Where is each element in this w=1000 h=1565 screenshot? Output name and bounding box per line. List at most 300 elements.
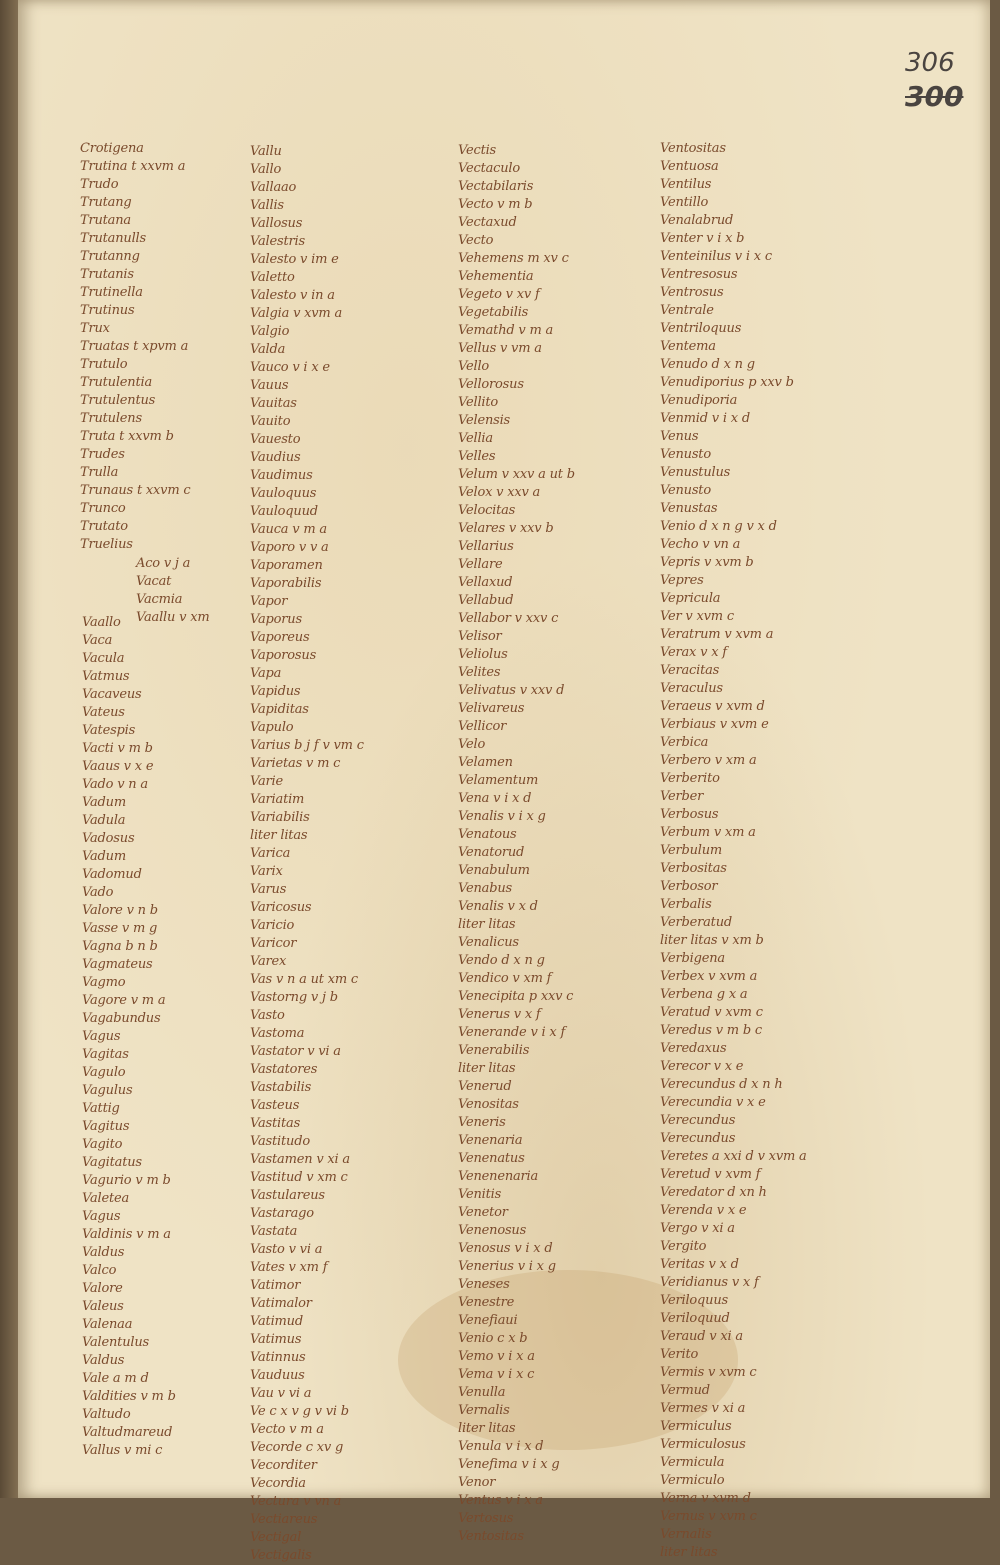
entry-word: Trutanng: [80, 249, 140, 264]
entry-word: Vagitus: [82, 1119, 130, 1134]
entry-word: Varie: [250, 774, 284, 789]
entry-word: Vagus: [82, 1029, 121, 1044]
entry-word: Vaporabilis: [250, 576, 322, 591]
entry-word: Verberatud: [660, 915, 733, 930]
entry-word: Vermud: [660, 1383, 710, 1398]
entry-word: Venteinilus v i x c: [660, 249, 772, 264]
entry-word: Vermis v xvm c: [660, 1365, 757, 1380]
entry-word: Venulla: [458, 1385, 506, 1400]
entry-word: Varus: [250, 882, 287, 897]
entry-word: Crotigena: [80, 141, 144, 156]
entry-word: Vaallo: [82, 615, 121, 630]
entry-word: Trutulentia: [80, 375, 153, 390]
entry-word: Vertosus: [458, 1511, 514, 1526]
entry-word: Velles: [458, 449, 496, 464]
entry-word: Vapa: [250, 666, 282, 681]
entry-word: Valore: [82, 1281, 123, 1296]
entry-word: Veretud v xvm f: [660, 1167, 761, 1182]
entry-word: Vecto v m b: [458, 197, 533, 212]
entry-word: Vacaveus: [82, 687, 142, 702]
entry-word: Vectaculo: [458, 161, 520, 176]
entry-word: Velamentum: [458, 773, 539, 788]
entry-word: Verna v xvm d: [660, 1491, 751, 1506]
entry-word: Veriloquus: [660, 1293, 728, 1308]
entry-word: Vado v n a: [82, 777, 148, 792]
entry-word: Vatimalor: [250, 1296, 312, 1311]
entry-word: Vatinnus: [250, 1350, 306, 1365]
entry-word: Vectura v vn a: [250, 1494, 342, 1509]
entry-word: Vegetabilis: [458, 305, 529, 320]
entry-word: Ventus v i x a: [458, 1493, 543, 1508]
entry-word: Veneses: [458, 1277, 510, 1292]
entry-word: Vagurio v m b: [82, 1173, 171, 1188]
entry-word: Venus: [660, 429, 699, 444]
entry-word: Trutana: [80, 213, 131, 228]
entry-word: Vatmus: [82, 669, 130, 684]
entry-word: Vauitas: [250, 396, 297, 411]
entry-word: Vaudius: [250, 450, 301, 465]
entry-word: Valco: [82, 1263, 117, 1278]
entry-word: Trutulens: [80, 411, 142, 426]
entry-word: Ventositas: [660, 141, 726, 156]
entry-word: Vellabud: [458, 593, 514, 608]
entry-word: Valetto: [250, 270, 295, 285]
entry-word: Varex: [250, 954, 287, 969]
entry-word: Vastulareus: [250, 1188, 325, 1203]
entry-word: Vagitas: [82, 1047, 129, 1062]
entry-word: Vellito: [458, 395, 499, 410]
entry-word: Venestre: [458, 1295, 515, 1310]
entry-word: Aco v j a: [136, 556, 191, 571]
entry-word: Vastorng v j b: [250, 990, 338, 1005]
entry-word: Velamen: [458, 755, 513, 770]
entry-word: Vegeto v xv f: [458, 287, 540, 302]
entry-word: Vepricula: [660, 591, 721, 606]
entry-word: Verbulum: [660, 843, 723, 858]
entry-word: liter litas: [458, 917, 516, 932]
entry-word: Vatimus: [250, 1332, 302, 1347]
entry-word: Vema v i x c: [458, 1367, 535, 1382]
entry-word: Venitis: [458, 1187, 502, 1202]
entry-word: Vagabundus: [82, 1011, 161, 1026]
entry-word: Vehemens m xv c: [458, 251, 569, 266]
entry-word: Vates v xm f: [250, 1260, 328, 1275]
entry-word: Vaporosus: [250, 648, 317, 663]
entry-word: Vecorditer: [250, 1458, 317, 1473]
entry-word: Venatorud: [458, 845, 525, 860]
entry-word: Vatimud: [250, 1314, 303, 1329]
entry-word: Vecordia: [250, 1476, 306, 1491]
entry-word: Venustas: [660, 501, 718, 516]
entry-word: Ventema: [660, 339, 716, 354]
entry-word: Verbex v xvm a: [660, 969, 758, 984]
entry-word: Venio d x n g v x d: [660, 519, 777, 534]
entry-word: Truta t xxvm b: [80, 429, 174, 444]
entry-word: Ventilus: [660, 177, 712, 192]
entry-word: Vaallu v xm: [136, 610, 210, 625]
entry-word: Verbalis: [660, 897, 712, 912]
entry-word: Vallu: [250, 144, 282, 159]
entry-word: Venustulus: [660, 465, 731, 480]
entry-word: Vepres: [660, 573, 704, 588]
entry-word: Vastabilis: [250, 1080, 312, 1095]
entry-word: Vagito: [82, 1137, 123, 1152]
entry-word: Vectis: [458, 143, 497, 158]
entry-word: Vagulus: [82, 1083, 133, 1098]
entry-word: Venula v i x d: [458, 1439, 544, 1454]
entry-word: Venenatus: [458, 1151, 525, 1166]
entry-word: Velo: [458, 737, 486, 752]
entry-word: Venudiporius p xxv b: [660, 375, 794, 390]
entry-word: Vateus: [82, 705, 125, 720]
entry-word: Venerius v i x g: [458, 1259, 556, 1274]
entry-word: Velocitas: [458, 503, 516, 518]
entry-word: Vellare: [458, 557, 503, 572]
entry-word: Ventrale: [660, 303, 714, 318]
entry-word: Trutato: [80, 519, 128, 534]
entry-word: Vauca v m a: [250, 522, 327, 537]
entry-word: Ventrosus: [660, 285, 724, 300]
entry-word: Vello: [458, 359, 490, 374]
entry-word: liter litas: [660, 1545, 718, 1560]
entry-word: Vastarago: [250, 1206, 314, 1221]
entry-word: Vellus v vm a: [458, 341, 542, 356]
entry-word: Vellabor v xxv c: [458, 611, 559, 626]
entry-word: Venerande v i x f: [458, 1025, 566, 1040]
entry-word: Vaporo v v a: [250, 540, 329, 555]
column-2: [250, 143, 364, 1565]
entry-word: Venalabrud: [660, 213, 734, 228]
entry-word: Vaaus v x e: [82, 759, 154, 774]
entry-word: Venecipita p xxv c: [458, 989, 574, 1004]
entry-word: Vellorosus: [458, 377, 524, 392]
entry-word: Venerud: [458, 1079, 512, 1094]
entry-word: Vadum: [82, 849, 126, 864]
entry-word: Valesto v im e: [250, 252, 339, 267]
entry-word: Vallus v mi c: [82, 1443, 163, 1458]
entry-word: Vastoma: [250, 1026, 305, 1041]
entry-word: Vemo v i x a: [458, 1349, 535, 1364]
entry-word: Venabus: [458, 881, 512, 896]
entry-word: Vacula: [82, 651, 125, 666]
entry-word: Veneris: [458, 1115, 506, 1130]
entry-word: Venerus v x f: [458, 1007, 541, 1022]
entry-word: Verbigena: [660, 951, 725, 966]
entry-word: Vas v n a ut xm c: [250, 972, 359, 987]
entry-word: Varietas v m c: [250, 756, 341, 771]
entry-word: Venusto: [660, 483, 711, 498]
entry-word: Trutinella: [80, 285, 143, 300]
entry-word: Vapidus: [250, 684, 301, 699]
entry-word: Verbiaus v xvm e: [660, 717, 769, 732]
entry-word: Venatous: [458, 827, 517, 842]
entry-word: Veriloquud: [660, 1311, 730, 1326]
entry-word: Trudes: [80, 447, 125, 462]
entry-word: Trutulentus: [80, 393, 156, 408]
entry-word: Vallaao: [250, 180, 297, 195]
entry-word: Velensis: [458, 413, 511, 428]
entry-word: Ventriloquus: [660, 321, 742, 336]
entry-word: Verber: [660, 789, 704, 804]
entry-word: Veratud v xvm c: [660, 1005, 763, 1020]
entry-word: Venenosus: [458, 1223, 527, 1238]
entry-word: Vauito: [250, 414, 291, 429]
entry-word: Verbena g x a: [660, 987, 748, 1002]
entry-word: Vagna b n b: [82, 939, 158, 954]
entry-word: Verax v x f: [660, 645, 727, 660]
entry-word: Vasto: [250, 1008, 285, 1023]
entry-word: Vectaxud: [458, 215, 517, 230]
folio-number: 306: [905, 48, 955, 78]
entry-word: Ventuosa: [660, 159, 719, 174]
entry-word: Vellarius: [458, 539, 514, 554]
entry-word: Varicio: [250, 918, 295, 933]
entry-word: Vergito: [660, 1239, 707, 1254]
entry-word: Vauus: [250, 378, 289, 393]
entry-word: Verbica: [660, 735, 709, 750]
entry-word: Verbositas: [660, 861, 727, 876]
entry-word: Variatim: [250, 792, 305, 807]
entry-word: Veredator d xn h: [660, 1185, 767, 1200]
entry-word: Vadosus: [82, 831, 135, 846]
entry-word: Vauduus: [250, 1368, 305, 1383]
entry-word: Venalicus: [458, 935, 519, 950]
entry-word: Valdities v m b: [82, 1389, 176, 1404]
entry-word: Vendico v xm f: [458, 971, 552, 986]
entry-word: Vellicor: [458, 719, 507, 734]
entry-word: Vagmateus: [82, 957, 153, 972]
entry-word: Verberito: [660, 771, 720, 786]
entry-word: Varix: [250, 864, 283, 879]
entry-word: liter litas: [458, 1061, 516, 1076]
entry-word: Vermiculo: [660, 1473, 725, 1488]
entry-word: Vena v i x d: [458, 791, 532, 806]
entry-word: Trulla: [80, 465, 119, 480]
entry-word: Velisor: [458, 629, 502, 644]
entry-word: Truatas t xpvm a: [80, 339, 189, 354]
entry-word: Vauesto: [250, 432, 301, 447]
column-1-top: [80, 140, 190, 554]
entry-word: Ve c x v g v vi b: [250, 1404, 349, 1419]
entry-word: Veredaxus: [660, 1041, 727, 1056]
entry-word: Venudiporia: [660, 393, 738, 408]
entry-word: Venalis v x d: [458, 899, 538, 914]
entry-word: Valetea: [82, 1191, 130, 1206]
entry-word: Vapulo: [250, 720, 294, 735]
entry-word: Venmid v i x d: [660, 411, 750, 426]
entry-word: Trutinus: [80, 303, 135, 318]
entry-word: Vecorde c xv g: [250, 1440, 344, 1455]
entry-word: Venerabilis: [458, 1043, 530, 1058]
entry-word: Vaca: [82, 633, 113, 648]
entry-word: Venetor: [458, 1205, 508, 1220]
entry-word: Vergo v xi a: [660, 1221, 735, 1236]
entry-word: Verecundia v x e: [660, 1095, 766, 1110]
entry-word: Verenda v x e: [660, 1203, 747, 1218]
column-4: [660, 140, 807, 1562]
entry-word: Valesto v in a: [250, 288, 335, 303]
entry-word: Ventositas: [458, 1529, 524, 1544]
entry-word: Vauloquud: [250, 504, 318, 519]
entry-word: Valgio: [250, 324, 290, 339]
entry-word: Veraculus: [660, 681, 723, 696]
entry-word: Vagmo: [82, 975, 126, 990]
entry-word: Verecundus: [660, 1113, 736, 1128]
entry-word: Venalis v i x g: [458, 809, 546, 824]
entry-word: Trux: [80, 321, 110, 336]
entry-word: Vasto v vi a: [250, 1242, 323, 1257]
entry-word: Velum v xxv a ut b: [458, 467, 575, 482]
entry-word: Vehementia: [458, 269, 534, 284]
entry-word: Vasse v m g: [82, 921, 158, 936]
entry-word: Valeus: [82, 1299, 124, 1314]
entry-word: Trutanulls: [80, 231, 146, 246]
entry-word: Venabulum: [458, 863, 530, 878]
entry-word: Vallo: [250, 162, 282, 177]
entry-word: Truelius: [80, 537, 133, 552]
entry-word: Vecto: [458, 233, 494, 248]
entry-word: Vastata: [250, 1224, 298, 1239]
entry-word: Vagus: [82, 1209, 121, 1224]
entry-word: Vacti v m b: [82, 741, 153, 756]
entry-word: Varicor: [250, 936, 297, 951]
entry-word: Ventresosus: [660, 267, 738, 282]
entry-word: Venudo d x n g: [660, 357, 755, 372]
entry-word: Valda: [250, 342, 286, 357]
entry-word: Vadum: [82, 795, 126, 810]
entry-word: Vaporus: [250, 612, 302, 627]
entry-word: Vellia: [458, 431, 493, 446]
entry-word: Vale a m d: [82, 1371, 149, 1386]
entry-word: Varicosus: [250, 900, 312, 915]
entry-word: Vendo d x n g: [458, 953, 545, 968]
entry-word: Valtudo: [82, 1407, 131, 1422]
entry-word: Verbum v xm a: [660, 825, 756, 840]
entry-word: Venor: [458, 1475, 496, 1490]
entry-word: Valdus: [82, 1353, 125, 1368]
column-1-bottom: [82, 614, 176, 1460]
entry-word: Verbosus: [660, 807, 719, 822]
entry-word: Vaporamen: [250, 558, 323, 573]
entry-word: Venosus v i x d: [458, 1241, 553, 1256]
entry-word: Trunaus t xxvm c: [80, 483, 191, 498]
entry-word: Vermiculus: [660, 1419, 732, 1434]
folio-number-struck: 300: [905, 80, 964, 113]
entry-word: Vepris v xvm b: [660, 555, 754, 570]
entry-word: Vatimor: [250, 1278, 301, 1293]
entry-word: Vagulo: [82, 1065, 126, 1080]
entry-word: Vecto v m a: [250, 1422, 324, 1437]
entry-word: Vastitudo: [250, 1134, 310, 1149]
entry-word: Veridianus v x f: [660, 1275, 759, 1290]
entry-word: Trutina t xxvm a: [80, 159, 186, 174]
entry-word: Vermicula: [660, 1455, 725, 1470]
entry-word: Venefima v i x g: [458, 1457, 560, 1472]
entry-word: Verito: [660, 1347, 699, 1362]
entry-word: liter litas: [250, 828, 308, 843]
entry-word: Vallosus: [250, 216, 303, 231]
entry-word: Veretes a xxi d v xvm a: [660, 1149, 807, 1164]
entry-word: Valestris: [250, 234, 305, 249]
entry-word: Valdinis v m a: [82, 1227, 171, 1242]
entry-word: Veratrum v xvm a: [660, 627, 774, 642]
entry-word: Vastamen v xi a: [250, 1152, 350, 1167]
entry-word: Ver v xvm c: [660, 609, 734, 624]
entry-word: Vau v vi a: [250, 1386, 312, 1401]
entry-word: Trudo: [80, 177, 119, 192]
entry-word: Vadula: [82, 813, 126, 828]
entry-word: Valentulus: [82, 1335, 149, 1350]
entry-word: Trutanis: [80, 267, 134, 282]
entry-word: Vastitud v xm c: [250, 1170, 348, 1185]
entry-word: Vattig: [82, 1101, 120, 1116]
entry-word: Valore v n b: [82, 903, 158, 918]
entry-word: Venenaria: [458, 1133, 523, 1148]
entry-word: Vernalis: [458, 1403, 510, 1418]
entry-word: Vastator v vi a: [250, 1044, 341, 1059]
entry-word: Venositas: [458, 1097, 519, 1112]
entry-word: Valdus: [82, 1245, 125, 1260]
entry-word: Vectigalis: [250, 1548, 312, 1563]
entry-word: Vacat: [136, 574, 172, 589]
entry-word: Vectabilaris: [458, 179, 534, 194]
entry-word: Valtudmareud: [82, 1425, 173, 1440]
entry-word: Verecundus: [660, 1131, 736, 1146]
column-3: [458, 142, 575, 1546]
entry-word: Venefiaui: [458, 1313, 518, 1328]
entry-word: Vagitatus: [82, 1155, 142, 1170]
entry-word: Veraeus v xvm d: [660, 699, 765, 714]
entry-word: Verecundus d x n h: [660, 1077, 783, 1092]
entry-word: Vauco v i x e: [250, 360, 330, 375]
entry-word: Vallis: [250, 198, 284, 213]
entry-word: Vecho v vn a: [660, 537, 741, 552]
entry-word: Vadomud: [82, 867, 142, 882]
entry-word: Vellaxud: [458, 575, 513, 590]
entry-word: Veredus v m b c: [660, 1023, 762, 1038]
entry-word: Vapiditas: [250, 702, 309, 717]
entry-word: Vaporeus: [250, 630, 310, 645]
entry-word: Verbosor: [660, 879, 718, 894]
entry-word: Ventillo: [660, 195, 709, 210]
entry-word: Verecor v x e: [660, 1059, 744, 1074]
entry-word: Vauloquus: [250, 486, 317, 501]
entry-word: Veritas v x d: [660, 1257, 739, 1272]
entry-word: Veliolus: [458, 647, 508, 662]
entry-word: Vacmia: [136, 592, 183, 607]
entry-word: Vermes v xi a: [660, 1401, 746, 1416]
entry-word: Velares v xxv b: [458, 521, 554, 536]
entry-word: Velivareus: [458, 701, 525, 716]
entry-word: Vastatores: [250, 1062, 318, 1077]
entry-word: Venio c x b: [458, 1331, 528, 1346]
entry-word: Variabilis: [250, 810, 310, 825]
entry-word: Venter v i x b: [660, 231, 745, 246]
entry-word: Velites: [458, 665, 501, 680]
entry-word: Vasteus: [250, 1098, 300, 1113]
entry-word: Trutulo: [80, 357, 128, 372]
entry-word: Vatespis: [82, 723, 136, 738]
entry-word: Venusto: [660, 447, 711, 462]
entry-word: Valenaa: [82, 1317, 133, 1332]
entry-word: Veraud v xi a: [660, 1329, 743, 1344]
entry-word: Trunco: [80, 501, 126, 516]
entry-word: Vemathd v m a: [458, 323, 554, 338]
entry-word: Vermiculosus: [660, 1437, 746, 1452]
entry-word: liter litas v xm b: [660, 933, 764, 948]
entry-word: Vado: [82, 885, 114, 900]
entry-word: liter litas: [458, 1421, 516, 1436]
